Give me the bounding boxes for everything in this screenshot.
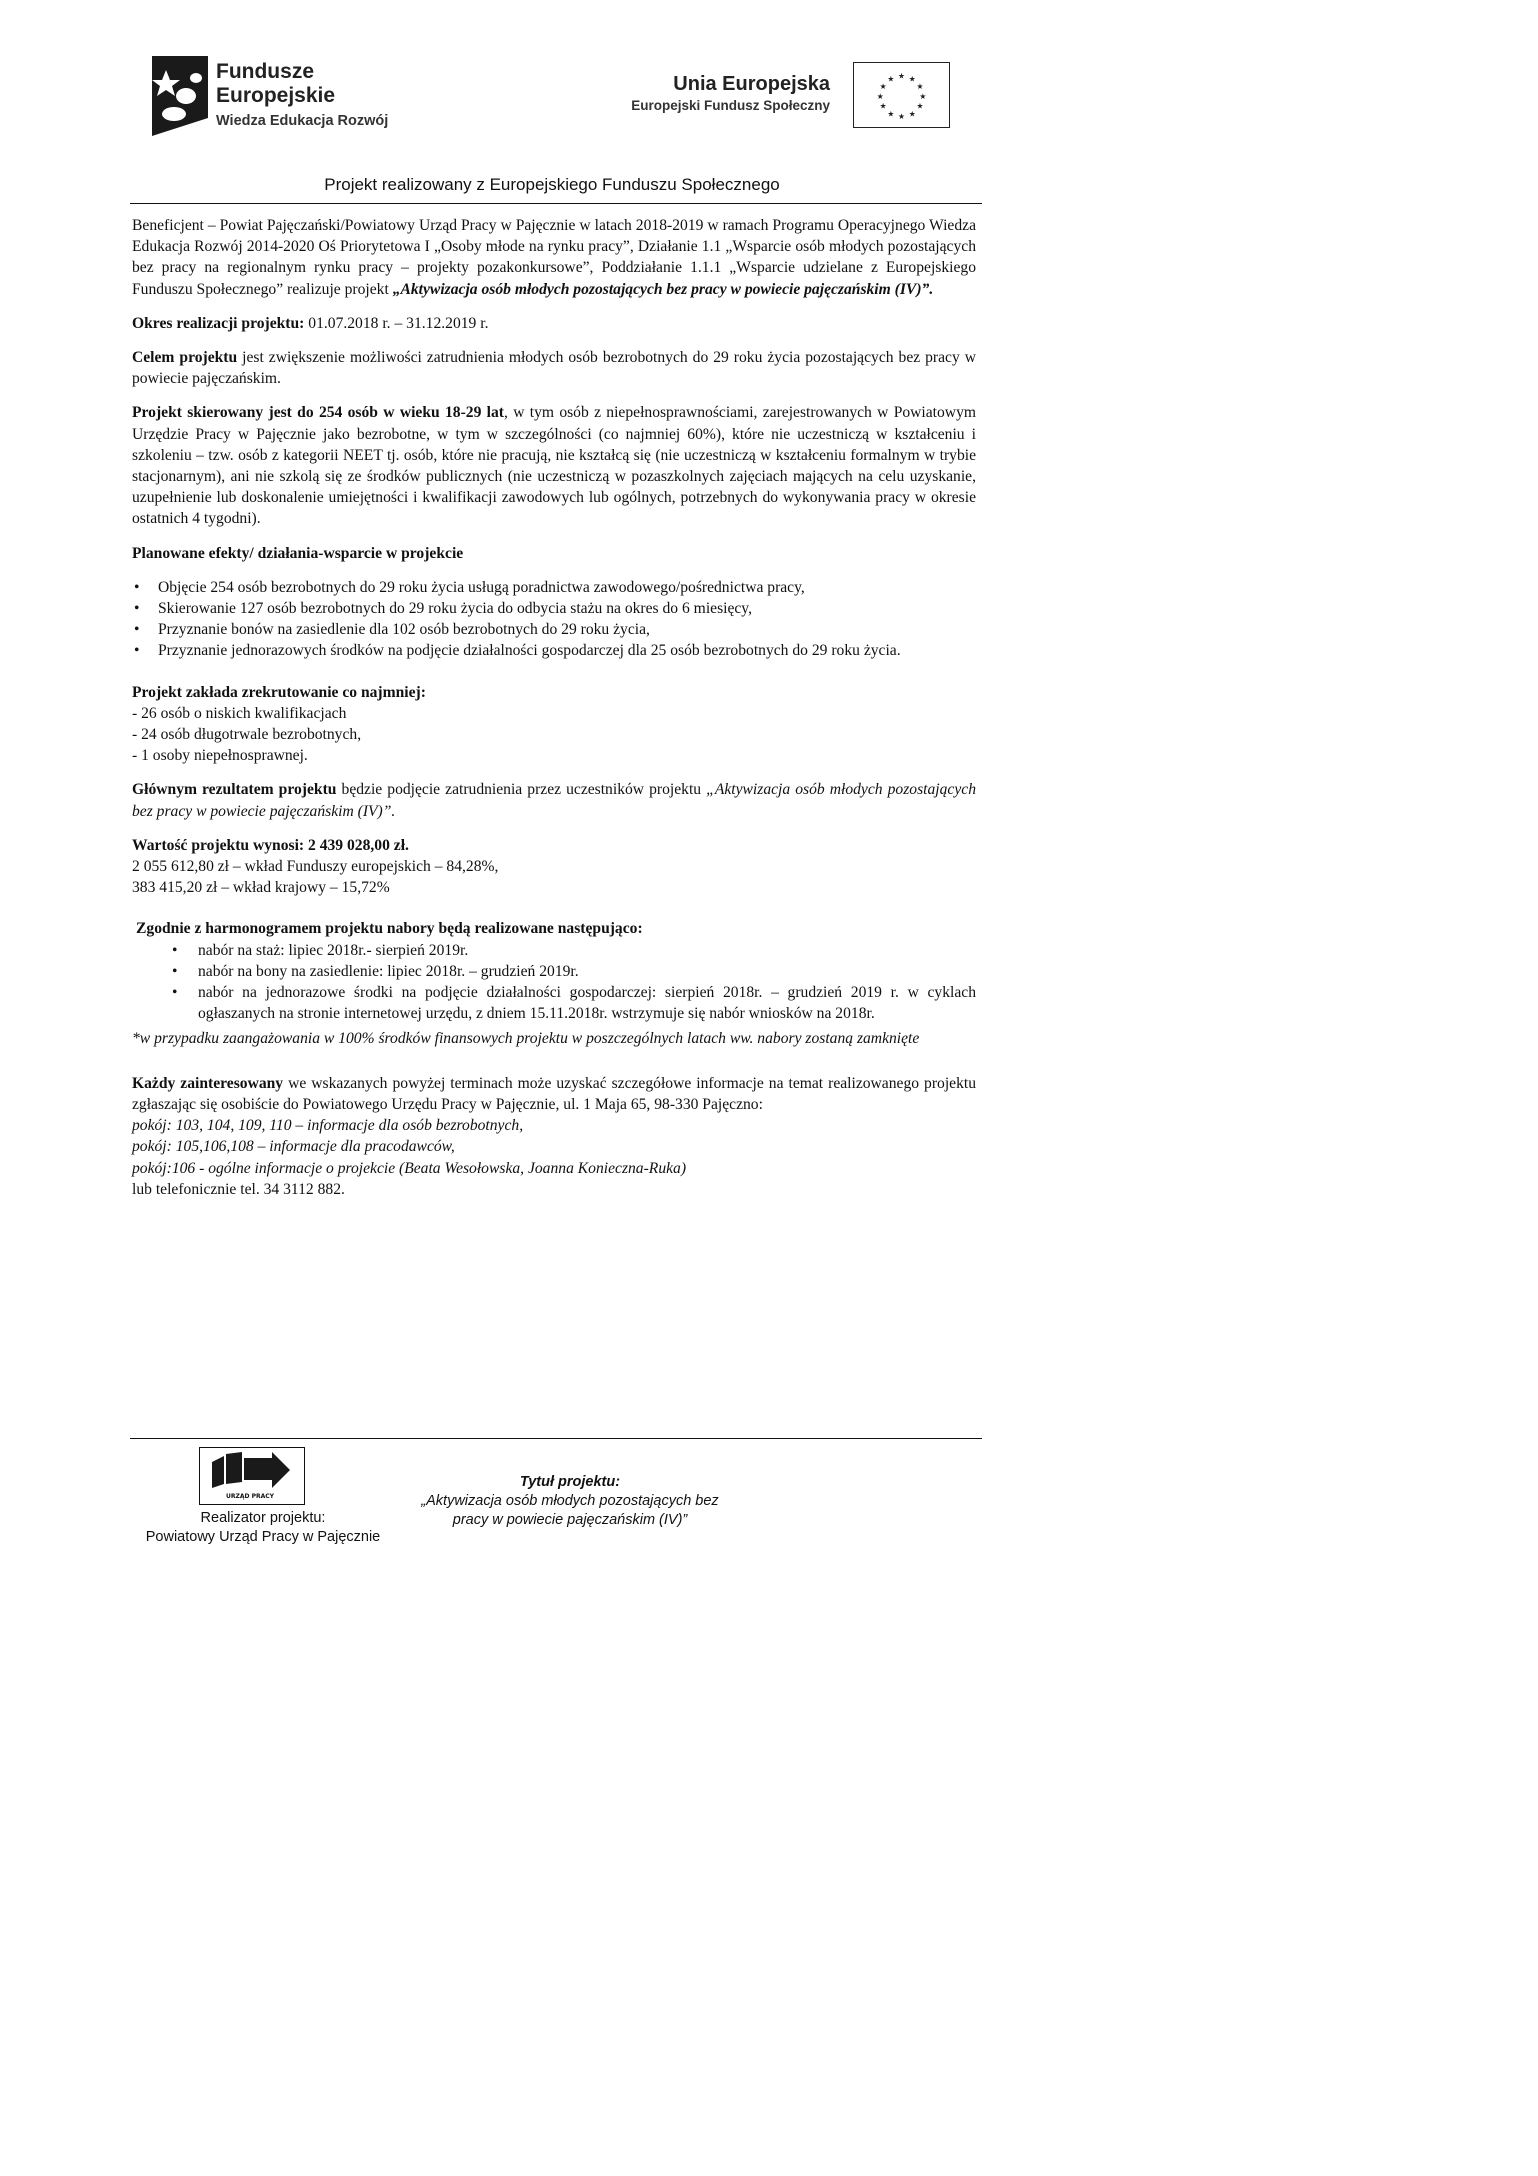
contact-phone: lub telefonicznie tel. 34 3112 882. [132,1180,345,1198]
list-item: • Objęcie 254 osób bezrobotnych do 29 roku życia usługą poradnictwa zawodowego/pośrednictwa pracy, [132,577,976,598]
fe-logo-line2: Europejskie [216,84,336,107]
list-item: • Przyznanie jednorazowych środków na podjęcie działalności gospodarczej dla 25 osób bezrobotnych do 29 roku życia. [132,640,976,661]
ue-logo-line1: Unia Europejska [673,73,830,95]
result-text: będzie podjęcie zatrudnienia przez uczestników projektu [336,781,707,799]
recruitment-item: - 1 osoby niepełnosprawnej. [132,747,308,765]
recruitment-heading: Projekt zakłada zrekrutowanie co najmniej: [132,683,426,701]
project-title-label: Tytuł projektu: [519,1474,621,1490]
svg-text:★: ★ [876,91,884,101]
goal-label: Celem projektu [132,349,238,367]
svg-text:★: ★ [908,109,916,119]
value-heading: Wartość projektu wynosi: 2 439 028,00 zł. [132,836,409,854]
svg-text:★: ★ [916,101,924,111]
schedule-list [132,940,976,1025]
list-item: • nabór na bony na zasiedlenie: lipiec 2018r. – grudzień 2019r. [132,961,976,982]
schedule-note: *w przypadku zaangażowania w 100% środków finansowych projektu w poszczególnych latach ww. nabory zostaną zamknięte [132,1029,920,1047]
result-project-title: „Aktywizacja osób młodych pozostających bez pracy w powiecie pajęczańskim (IV)”. [132,781,976,820]
goal-text: jest zwiększenie możliwości zatrudnienia młodych osób bezrobotnych do 29 roku życia pozostających bez pracy w powiecie pajęczańskim. [132,349,976,388]
svg-text:★: ★ [898,71,905,81]
result-paragraph [132,779,976,821]
list-item: • nabór na jednorazowe środki na podjęcie działalności gospodarczej: sierpień 2018r. – grudzień 2019 r. w cyklach ogłaszanych na stronie internetowej urzędu, z dniem 15.11.2018r. wstrzymuje się nabór wniosków na 2018r. [132,982,976,1024]
list-item: • Przyznanie bonów na zasiedlenie dla 102 osób bezrobotnych do 29 roku życia, [132,619,976,640]
schedule-heading: Zgodnie z harmonogramem projektu nabory będą realizowane następująco: [136,920,643,938]
footer-project-title [395,1473,745,1530]
effects-list [132,577,976,662]
period-value: 01.07.2018 r. – 31.12.2019 r. [304,314,489,332]
realizer-label: Realizator projektu: [200,1510,326,1526]
project-title-line2: pracy w powiecie pajęczańskim (IV)” [452,1512,688,1528]
contact-room: pokój: 105,106,108 – informacje dla pracodawców, [132,1138,455,1156]
footer-divider [130,1438,982,1439]
intro-project-title: „Aktywizacja osób młodych pozostających bez pracy w powiecie pajęczańskim (IV)”. [392,280,934,298]
eu-flag-icon [853,62,950,128]
list-item: • nabór na staż: lipiec 2018r.- sierpień 2019r. [132,940,976,961]
svg-text:★: ★ [879,101,887,111]
svg-text:★: ★ [887,109,895,119]
svg-text:★: ★ [908,74,916,84]
intro-paragraph [132,215,976,300]
project-title-line1: „Aktywizacja osób młodych pozostających bez [421,1493,719,1509]
contact-label: Każdy zainteresowany [132,1074,284,1092]
svg-text:★: ★ [916,82,924,92]
svg-text:★: ★ [898,112,905,122]
header-divider [130,203,982,204]
contact-room: pokój:106 - ogólne informacje o projekcie (Beata Wesołowska, Joanna Konieczna-Ruka) [132,1159,687,1177]
contact-paragraph [132,1073,976,1115]
urzad-pracy-logo [199,1447,305,1505]
effects-heading: Planowane efekty/ działania-wsparcie w projekcie [132,544,464,562]
contact-room: pokój: 103, 104, 109, 110 – informacje dla osób bezrobotnych, [132,1117,524,1135]
value-line-eu: 2 055 612,80 zł – wkład Funduszy europejskich – 84,28%, [132,858,499,876]
list-item: • Skierowanie 127 osób bezrobotnych do 29 roku życia do odbycia stażu na okres do 6 miesięcy, [132,598,976,619]
realizer-name: Powiatowy Urząd Pracy w Pajęcznie [145,1529,381,1545]
target-paragraph [132,402,976,529]
document-body [132,215,976,1200]
svg-text:★: ★ [879,82,887,92]
period-paragraph [132,313,976,334]
unia-europejska-logo [620,62,950,132]
intro-text: Beneficjent – Powiat Pajęczański/Powiatowy Urząd Pracy w Pajęcznie w latach 2018-2019 w ramach Programu Operacyjnego Wiedza Edukacja Rozwój 2014-2020 Oś Priorytetowa I „Osoby młode na rynku pracy”, Działanie 1.1 „Wsparcie osób młodych pozostających bez pracy na regionalnym rynku pracy – projekty pozakonkursowe”, Poddziałanie 1.1.1 „Wsparcie udzielane z Europejskiego Funduszu Społecznego” realizuje projekt [132,217,976,298]
recruitment-item: - 26 osób o niskich kwalifikacjach [132,704,347,722]
value-line-national: 383 415,20 zł – wkład krajowy – 15,72% [132,879,390,897]
svg-text:★: ★ [919,91,927,101]
urzad-pracy-mark-icon [200,1448,303,1503]
target-label: Projekt skierowany jest do 254 osób w wieku 18-29 lat [132,404,504,422]
project-funding-header: Projekt realizowany z Europejskiego Funduszu Społecznego [324,175,780,194]
svg-text:★: ★ [887,74,895,84]
recruitment-item: - 24 osób długotrwale bezrobotnych, [132,726,362,744]
fe-logo-line3: Wiedza Edukacja Rozwój [216,113,389,129]
footer-realizer [118,1509,408,1547]
target-text: , w tym osób z niepełnosprawnościami, zarejestrowanych w Powiatowym Urzędzie Pracy w Pajęcznie jako bezrobotne, w tym w szczególności (co najmniej 60%), które nie uczestniczą w kształceniu i szkoleniu – tzw. osób z kategorii NEET tj. osób, które nie pracują, nie kształcą się (nie uczestniczą w kształceniu formalnym w trybie stacjonarnym), ani nie szkolą się ze środków publicznych (nie uczestniczą w pozaszkolnych zajęciach mających na celu uzyskanie, uzupełnienie lub doskonalenie umiejętności i kwalifikacji zawodowych lub ogólnych, potrzebnych do wykonywania pracy w okresie ostatnich 4 tygodni). [132,404,976,528]
ue-logo-line2: Europejski Fundusz Społeczny [631,98,830,113]
fundusze-europejskie-logo [152,56,412,136]
result-label: Głównym rezultatem projektu [132,781,337,799]
fundusze-europejskie-mark-icon [152,56,208,136]
urzad-pracy-logo-text: URZĄD PRACY [226,1493,274,1500]
contact-text: we wskazanych powyżej terminach może uzyskać szczegółowe informacje na temat realizowanego projektu zgłaszając się osobiście do Powiatowego Urzędu Pracy w Pajęcznie, ul. 1 Maja 65, 98-330 Pajęczno: [132,1074,976,1113]
fe-logo-line1: Fundusze [216,60,314,83]
period-label: Okres realizacji projektu: [132,314,305,332]
goal-paragraph [132,347,976,389]
